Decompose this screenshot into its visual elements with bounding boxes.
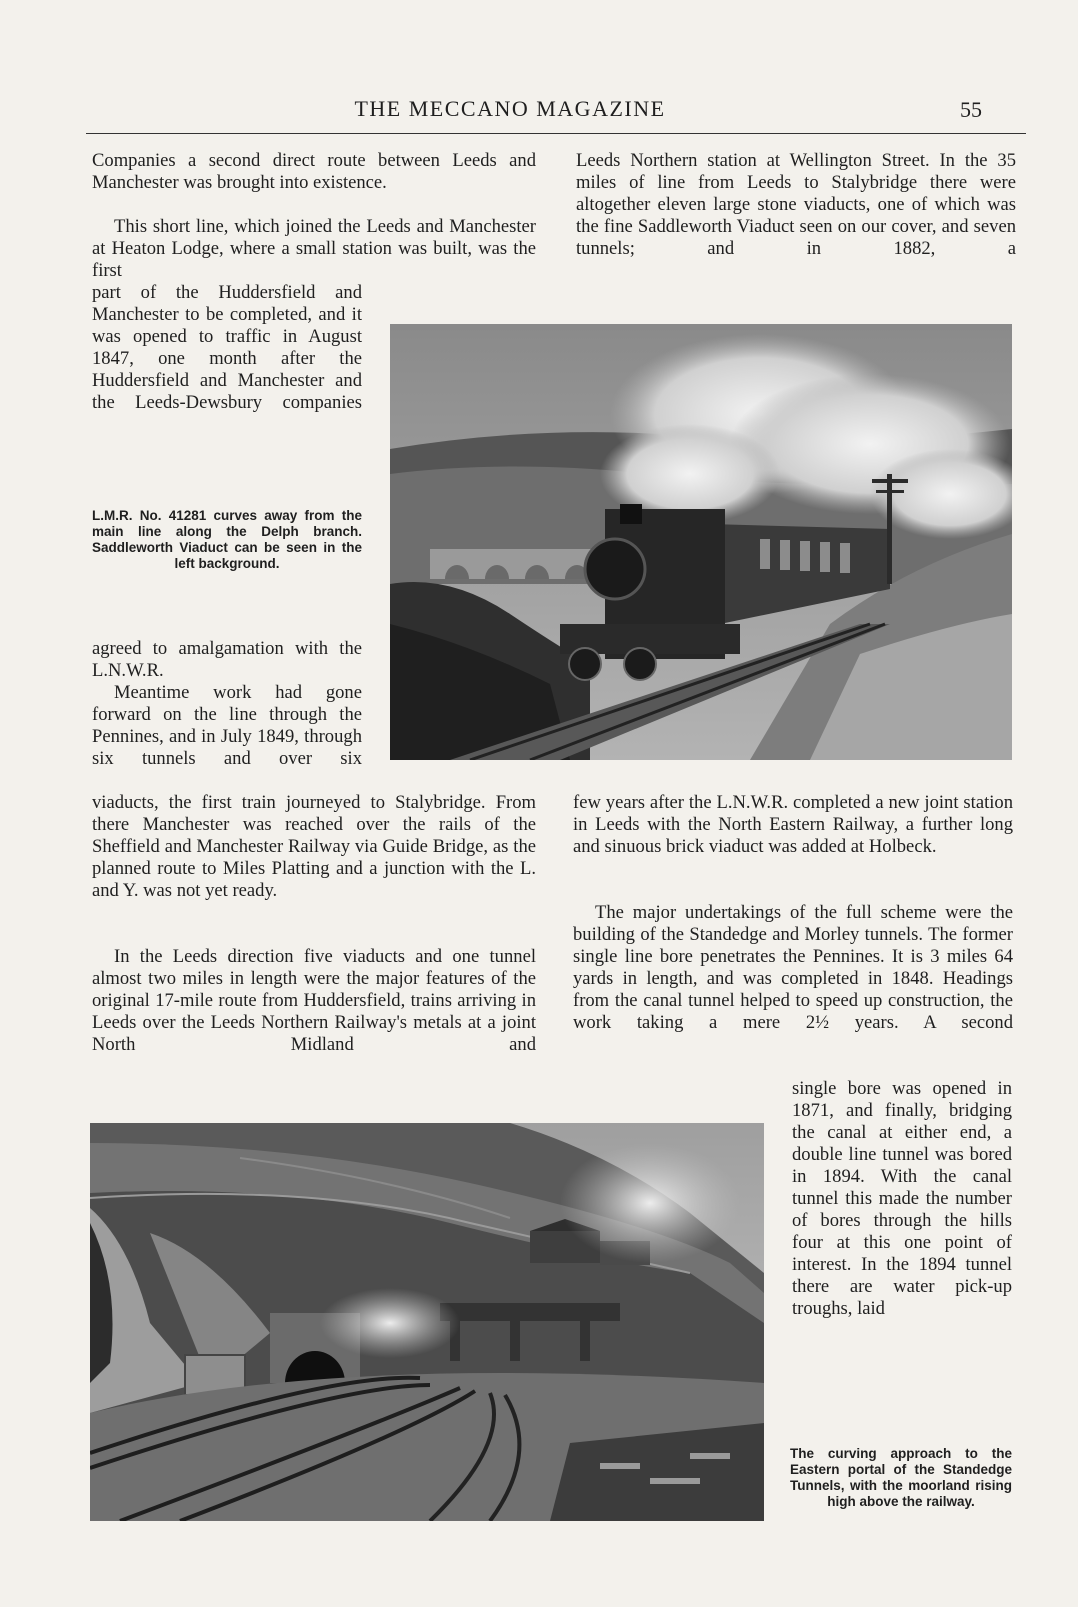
paragraph-tunnel-bores: single bore was opened in 1871, and finally, bridging the canal at either end, a double line tunnel was bored in 1894. With the canal tunnel this made the number of bores through the hills four at this one point of interest. In the 1894 tunnel there are water pick-up troughs, laid	[792, 1078, 1012, 1319]
header-rule	[86, 133, 1026, 134]
paragraph-route-intro: Companies a second direct route between Leeds and Manchester was brought into existence.	[92, 150, 536, 193]
paragraph-wellington-street: Leeds Northern station at Wellington Street. In the 35 miles of line from Leeds to Stalybridge there were altogether eleven large stone viaducts, one of which was the fine Saddleworth Viaduct seen on our cover, and seven tunnels; and in 1882, a	[576, 150, 1016, 259]
paragraph-standedge-tunnels: The major undertakings of the full scheme were the building of the Standedge and Morley tunnels. The former single line bore penetrates the Pennines. It is 3 miles 64 yards in length, and was completed in 1848. Headings from the canal tunnel helped to speed up construction, the work taking a mere 2½ years. A second	[573, 902, 1013, 1033]
paragraph-stalybridge: viaducts, the first train journeyed to Stalybridge. From there Manchester was reached over the rails of the Sheffield and Manchester Railway via Guide Bridge, as the planned route to Miles Platting and a junction with the L. and Y. was not yet ready.	[92, 792, 536, 901]
page-number: 55	[960, 97, 982, 122]
photo-locomotive-delph-branch	[390, 324, 1012, 760]
paragraph-leeds-direction: In the Leeds direction five viaducts and one tunnel almost two miles in length were the major features of the original 17-mile route from Huddersfield, trains arriving in Leeds over the Leeds Northern Railway's metals at a joint North Midland and	[92, 946, 536, 1055]
paragraph-pennines-line: Meantime work had gone forward on the line through the Pennines, and in July 1849, through six tunnels and over six	[92, 682, 362, 769]
photo-caption-tunnel-portal: The curving approach to the Eastern portal of the Standedge Tunnels, with the moorland rising high above the railway.	[790, 1446, 1012, 1509]
photo-standedge-tunnel-portal	[90, 1123, 764, 1521]
paragraph-holbeck-viaduct: few years after the L.N.W.R. completed a new joint station in Leeds with the North Eastern Railway, a further long and sinuous brick viaduct was added at Holbeck.	[573, 792, 1013, 857]
paragraph-huddersfield-completion: part of the Huddersfield and Manchester to be completed, and it was opened to traffic in August 1847, one month after the Huddersfield and Manchester and the Leeds-Dewsbury companies	[92, 282, 362, 413]
photo-caption-locomotive: L.M.R. No. 41281 curves away from the main line along the Delph branch. Saddleworth Viaduct can be seen in the left background.	[92, 508, 362, 571]
paragraph-heaton-lodge: This short line, which joined the Leeds and Manchester at Heaton Lodge, where a small station was built, was the first	[92, 216, 536, 281]
paragraph-amalgamation: agreed to amalgamation with the L.N.W.R.	[92, 638, 362, 681]
magazine-title: THE MECCANO MAGAZINE	[354, 96, 666, 121]
